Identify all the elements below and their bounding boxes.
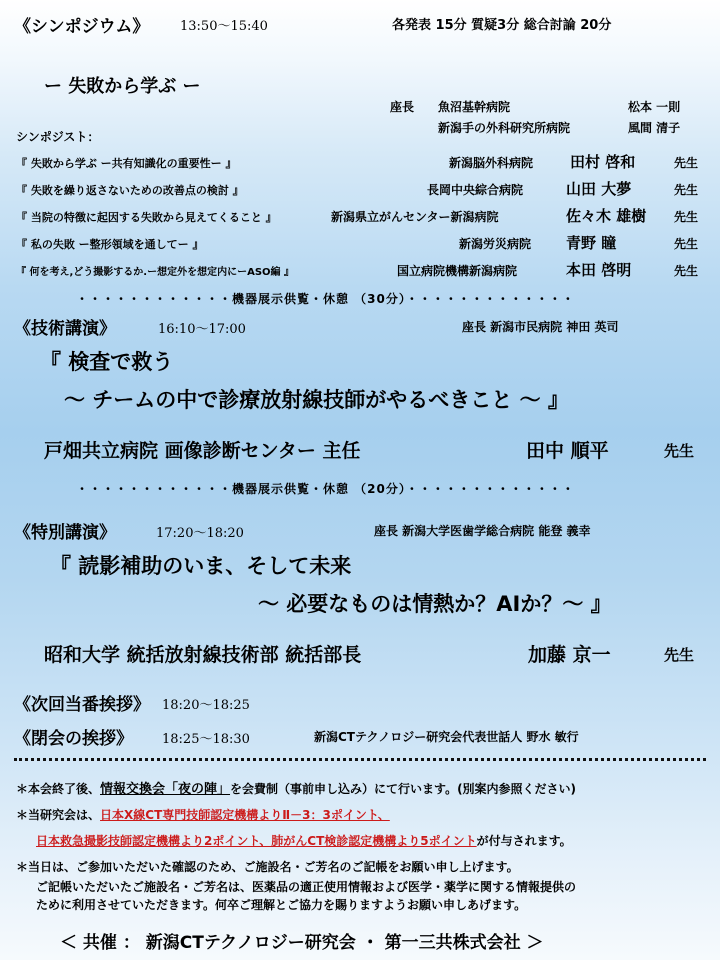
special-title-line1: 『 読影補助のいま、そして未来 bbox=[50, 554, 352, 578]
talk-4-name: 青野 瞳 bbox=[566, 234, 617, 252]
organizer: ＜ 共催 ： 新潟CTテクノロジー研究会 ・ 第一三共株式会社 ＞ bbox=[60, 933, 544, 953]
talk-2-name: 山田 大夢 bbox=[566, 180, 632, 198]
divider bbox=[14, 758, 706, 761]
talk-5-suffix: 先生 bbox=[674, 264, 699, 278]
talk-2-suffix: 先生 bbox=[674, 183, 699, 197]
note-1 bbox=[16, 778, 576, 797]
talk-4-hospital: 新潟労災病院 bbox=[459, 237, 532, 251]
next-greeting-time: 18:20〜18:25 bbox=[162, 698, 250, 713]
presenters-label: シンポジスト： bbox=[16, 130, 100, 144]
special-time: 17:20〜18:20 bbox=[156, 526, 244, 541]
talk-3-suffix: 先生 bbox=[674, 210, 699, 224]
symposium-heading: 《シンポジウム》 bbox=[14, 17, 150, 37]
technical-time: 16:10〜17:00 bbox=[158, 322, 246, 337]
note-2-text-a: ＊当研究会は、 bbox=[16, 808, 101, 822]
talk-3-hospital: 新潟県立がんセンター新潟病院 bbox=[331, 210, 499, 224]
closing-speaker: 新潟CTテクノロジー研究会代表世話人 野水 敏行 bbox=[314, 730, 579, 744]
special-heading: 《特別講演》 bbox=[14, 523, 116, 543]
symposium-theme: ー 失敗から学ぶ ー bbox=[44, 76, 201, 97]
chair-1-affiliation: 魚沼基幹病院 bbox=[438, 100, 511, 114]
note-2-line2 bbox=[36, 832, 572, 849]
talk-5-name: 本田 啓明 bbox=[566, 261, 632, 279]
talk-5-hospital: 国立病院機構新潟病院 bbox=[397, 264, 518, 278]
break-2: ・・・・・・・・・・・・機器展示供覧・休憩 （20分）・・・・・・・・・・・・・ bbox=[76, 482, 575, 496]
special-speaker: 昭和大学 統括放射線技術部 統括部長 bbox=[44, 644, 362, 666]
special-speaker-name: 加藤 京一 bbox=[528, 644, 611, 666]
special-suffix: 先生 bbox=[664, 646, 695, 664]
technical-title-line2: 〜 チームの中で診療放射線技師がやるべきこと 〜 』 bbox=[64, 388, 569, 412]
technical-chair: 座長 新潟市民病院 神田 英司 bbox=[462, 320, 619, 334]
note-3-line1: ＊当日は、ご参加いただいた確認のため、ご施設名・ご芳名のご記帳をお願い申し上げます。 bbox=[16, 860, 519, 874]
talk-2-title: 『 失敗を繰り返さないための改善点の検討 』 bbox=[16, 184, 244, 197]
technical-title-line1: 『 検査で救う bbox=[40, 350, 174, 374]
technical-speaker-name: 田中 順平 bbox=[526, 440, 609, 462]
symposium-time: 13:50〜15:40 bbox=[180, 19, 268, 34]
talk-5-title: 『 何を考え,どう撮影するか.ー想定外を想定内にーASO編 』 bbox=[16, 267, 295, 278]
talk-4-suffix: 先生 bbox=[674, 237, 699, 251]
technical-speaker: 戸畑共立病院 画像診断センター 主任 bbox=[44, 440, 361, 462]
technical-suffix: 先生 bbox=[664, 442, 695, 460]
note-2-points-b: 日本救急撮影技師認定機構より2ポイント、肺がんCT検診認定機構より5ポイント bbox=[36, 834, 477, 848]
technical-heading: 《技術講演》 bbox=[14, 319, 116, 339]
note-1-text-a: ＊本会終了後、 bbox=[16, 782, 101, 796]
talk-2-hospital: 長岡中央綜合病院 bbox=[427, 183, 524, 197]
symposium-format: 各発表 15分 質疑3分 総合討論 20分 bbox=[392, 18, 612, 33]
chair-1-name: 松本 一則 bbox=[628, 100, 681, 114]
note-1-text-c: を会費制（事前申し込み）にて行います。(別案内参照ください) bbox=[230, 782, 577, 796]
talk-1-suffix: 先生 bbox=[674, 156, 699, 170]
talk-1-hospital: 新潟脳外科病院 bbox=[449, 156, 534, 170]
note-2-line1 bbox=[16, 806, 390, 823]
chair-label: 座長 bbox=[390, 100, 415, 114]
chair-2-name: 風間 清子 bbox=[628, 121, 681, 135]
note-2-points-a: 日本X線CT専門技師認定機構よりⅡ－3：3ポイント、 bbox=[100, 808, 390, 822]
talk-3-name: 佐々木 雄樹 bbox=[566, 207, 647, 225]
closing-heading: 《閉会の挨拶》 bbox=[14, 729, 133, 749]
talk-1-title: 『 失敗から学ぶ ー共有知識化の重要性ー 』 bbox=[16, 157, 237, 170]
talk-3-title: 『 当院の特徴に起因する失敗から見えてくること 』 bbox=[16, 211, 277, 224]
closing-time: 18:25〜18:30 bbox=[162, 732, 250, 747]
note-3-line2: ご記帳いただいたご施設名・ご芳名は、医薬品の適正使用情報および医学・薬学に関する情報提供の bbox=[36, 880, 577, 894]
next-greeting-heading: 《次回当番挨拶》 bbox=[14, 695, 150, 715]
special-chair: 座長 新潟大学医歯学総合病院 能登 義幸 bbox=[374, 524, 591, 538]
talk-4-title: 『 私の失敗 ー整形領域を通してー 』 bbox=[16, 238, 204, 251]
note-1-event: 情報交換会「夜の陣」 bbox=[100, 782, 231, 797]
chair-2-affiliation: 新潟手の外科研究所病院 bbox=[438, 121, 571, 135]
talk-1-name: 田村 啓和 bbox=[570, 153, 636, 171]
note-2-text-d: が付与されます。 bbox=[476, 834, 572, 848]
special-title-line2: 〜 必要なものは情熱か？AIか？〜 』 bbox=[258, 592, 612, 616]
note-3-line3: ために利用させていただきます。何卒ご理解とご協力を賜りますようお願い申しあげます。 bbox=[36, 898, 527, 912]
break-1: ・・・・・・・・・・・・機器展示供覧・休憩 （30分）・・・・・・・・・・・・・ bbox=[76, 292, 575, 306]
